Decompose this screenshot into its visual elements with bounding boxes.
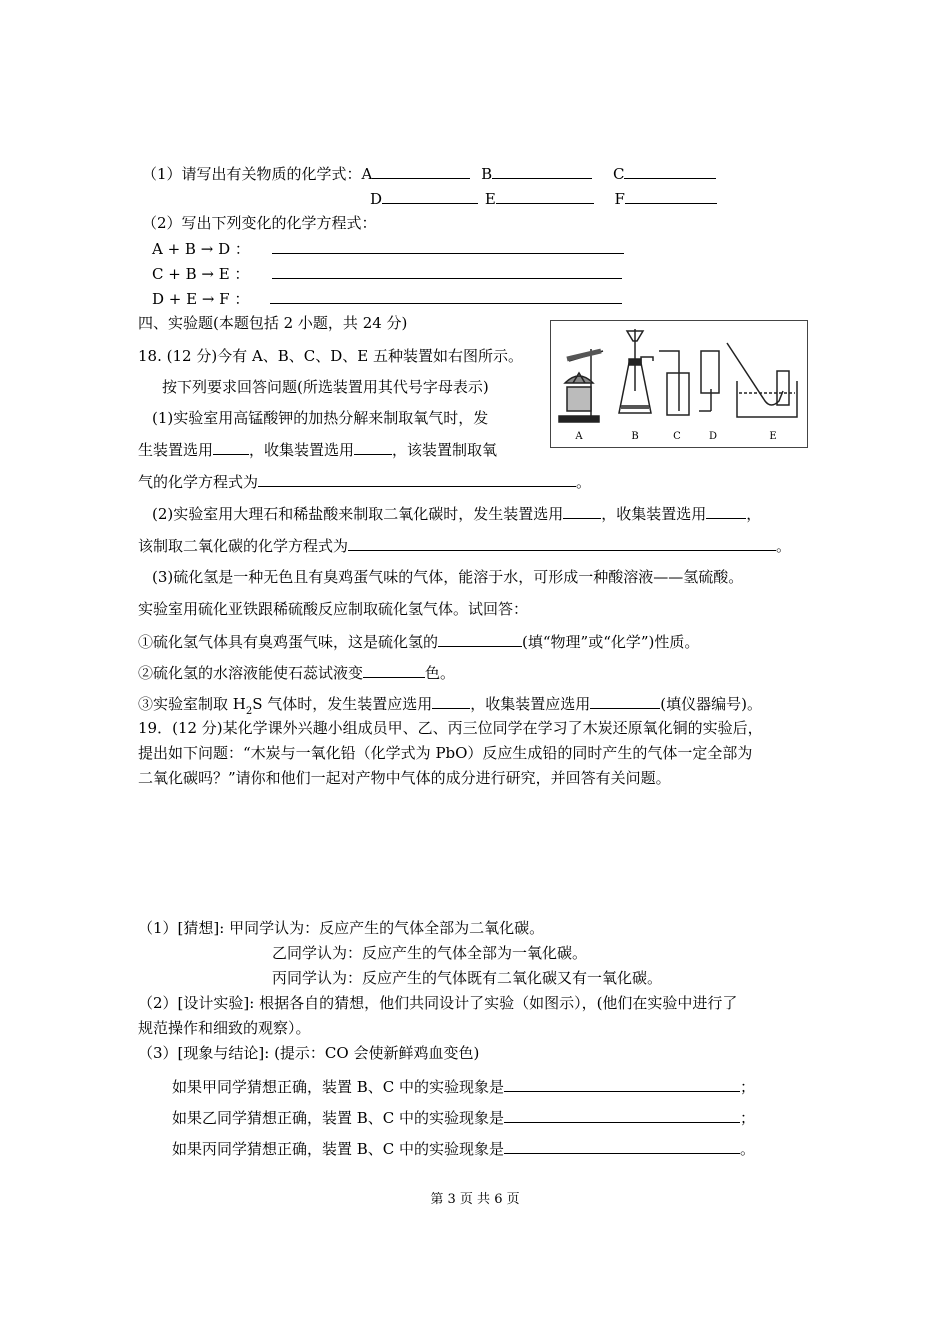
q19-hypothesis-3: 丙同学认为：反应产生的气体既有二氧化碳又有一氧化碳。	[272, 969, 663, 987]
q19-hypothesis-2: 乙同学认为：反应产生的气体全部为一氧化碳。	[272, 944, 588, 962]
blank-r3[interactable]	[504, 1138, 740, 1154]
fig-label-B: B	[631, 431, 639, 442]
q19-phenomenon-label: （3）[现象与结论]: (提示：CO 会使新鲜鸡血变色)	[138, 1044, 480, 1062]
blank-C[interactable]	[624, 163, 716, 179]
blank-A[interactable]	[372, 163, 470, 179]
apparatus-A	[559, 349, 603, 422]
q19-line3: 二氧化碳吗？”请你和他们一起对产物中气体的成分进行研究，并回答有关问题。	[138, 769, 671, 787]
q17-formula-line1: （1）请写出有关物质的化学式：A B C	[142, 163, 716, 184]
blank-eq3[interactable]	[270, 288, 622, 304]
q17-eq3: D + E → F ：	[152, 288, 622, 309]
q17-formula-line2: D E F	[370, 188, 717, 209]
fig-label-C: C	[673, 431, 681, 442]
apparatus-drawing	[551, 321, 807, 447]
page-footer: 第 3 页 共 6 页	[430, 1192, 520, 1207]
apparatus-C	[659, 351, 689, 415]
q18-s1-line3: 气的化学方程式为 。	[138, 473, 592, 491]
q18-s3-line2: 实验室用硫化亚铁跟稀硫酸反应制取硫化氢气体。试回答：	[138, 600, 529, 618]
q19-line2: 提出如下问题：“木炭与一氧化铅（化学式为 PbO）反应生成铅的同时产生的气体一定全部为	[138, 744, 753, 762]
apparatus-E	[727, 343, 797, 417]
apparatus-figure	[550, 320, 808, 448]
q19-result-2: 如果乙同学猜想正确，装置 B、C 中的实验现象是 ；	[172, 1109, 756, 1127]
blank-eq2[interactable]	[272, 263, 622, 279]
blank-eq1[interactable]	[272, 238, 624, 254]
q17-eq2: C + B → E ：	[152, 263, 622, 284]
blank-F[interactable]	[625, 188, 717, 204]
q18-c3: ③实验室制取 $H_2S$ 气体时，发生装置应选用 ，收集装置应选用 (填仪器编号)。	[138, 695, 763, 717]
blank-s1-eq[interactable]	[258, 471, 576, 487]
q18-s1-line1: (1)实验室用高锰酸钾的加热分解来制取氧气时，发	[152, 409, 489, 427]
fig-label-E: E	[769, 431, 777, 442]
q18-s2-line2: 该制取二氧化碳的化学方程式为 。	[138, 537, 792, 555]
q18-s2-line1: (2)实验室用大理石和稀盐酸来制取二氧化碳时，发生装置选用 ，收集装置选用 ，	[152, 505, 762, 523]
q19-result-3: 如果丙同学猜想正确，装置 B、C 中的实验现象是 。	[172, 1140, 756, 1158]
q19-hypothesis-1: （1）[猜想]: 甲同学认为：反应产生的气体全部为二氧化碳。	[138, 919, 545, 937]
q18-s1-line2: 生装置选用 ，收集装置选用 ，该装置制取氧	[138, 441, 498, 459]
blank-r1[interactable]	[504, 1076, 740, 1092]
q18-c2: ②硫化氢的水溶液能使石蕊试液变 色。	[138, 664, 456, 682]
blank-s1-col[interactable]	[354, 439, 392, 455]
q19-design-1: （2）[设计实验]: 根据各自的猜想，他们共同设计了实验（如图示），(他们在实验中进行了	[138, 994, 738, 1012]
blank-s2-eq[interactable]	[348, 535, 776, 551]
q18-instruction: 按下列要求回答问题(所选装置用其代号字母表示)	[162, 378, 489, 396]
fig-label-A: A	[575, 431, 583, 442]
blank-E[interactable]	[496, 188, 594, 204]
blank-s2-col[interactable]	[706, 503, 746, 519]
q19-line1: 19．(12 分)某化学课外兴趣小组成员甲、乙、丙三位同学在学习了木炭还原氧化铜的实验后，	[138, 719, 763, 737]
blank-c3-gen[interactable]	[432, 693, 470, 709]
q19-result-1: 如果甲同学猜想正确，装置 B、C 中的实验现象是 ；	[172, 1078, 756, 1096]
blank-B[interactable]	[492, 163, 592, 179]
apparatus-D	[699, 351, 719, 411]
section4-heading: 四、实验题(本题包括 2 小题，共 24 分)	[138, 314, 408, 332]
blank-D[interactable]	[382, 188, 478, 204]
fig-label-D: D	[708, 431, 718, 442]
blank-r2[interactable]	[504, 1107, 740, 1123]
q18-intro: 18. (12 分)今有 A、B、C、D、E 五种装置如右图所示。	[138, 347, 524, 365]
blank-c1[interactable]	[438, 631, 522, 647]
q19-design-2: 规范操作和细致的观察）。	[138, 1019, 311, 1037]
apparatus-B	[619, 329, 653, 413]
q18-c1: ①硫化氢气体具有臭鸡蛋气味，这是硫化氢的 (填“物理”或“化学”)性质。	[138, 633, 700, 651]
q17-part2-label: （2）写出下列变化的化学方程式：	[142, 214, 377, 232]
q18-s3-line1: (3)硫化氢是一种无色且有臭鸡蛋气味的气体，能溶于水，可形成一种酸溶液——氢硫酸。	[152, 568, 744, 586]
blank-c3-col[interactable]	[590, 693, 660, 709]
q17-eq1: A + B → D ：	[152, 238, 624, 259]
blank-s2-gen[interactable]	[563, 503, 601, 519]
blank-c2[interactable]	[363, 662, 425, 678]
blank-s1-gen[interactable]	[213, 439, 249, 455]
